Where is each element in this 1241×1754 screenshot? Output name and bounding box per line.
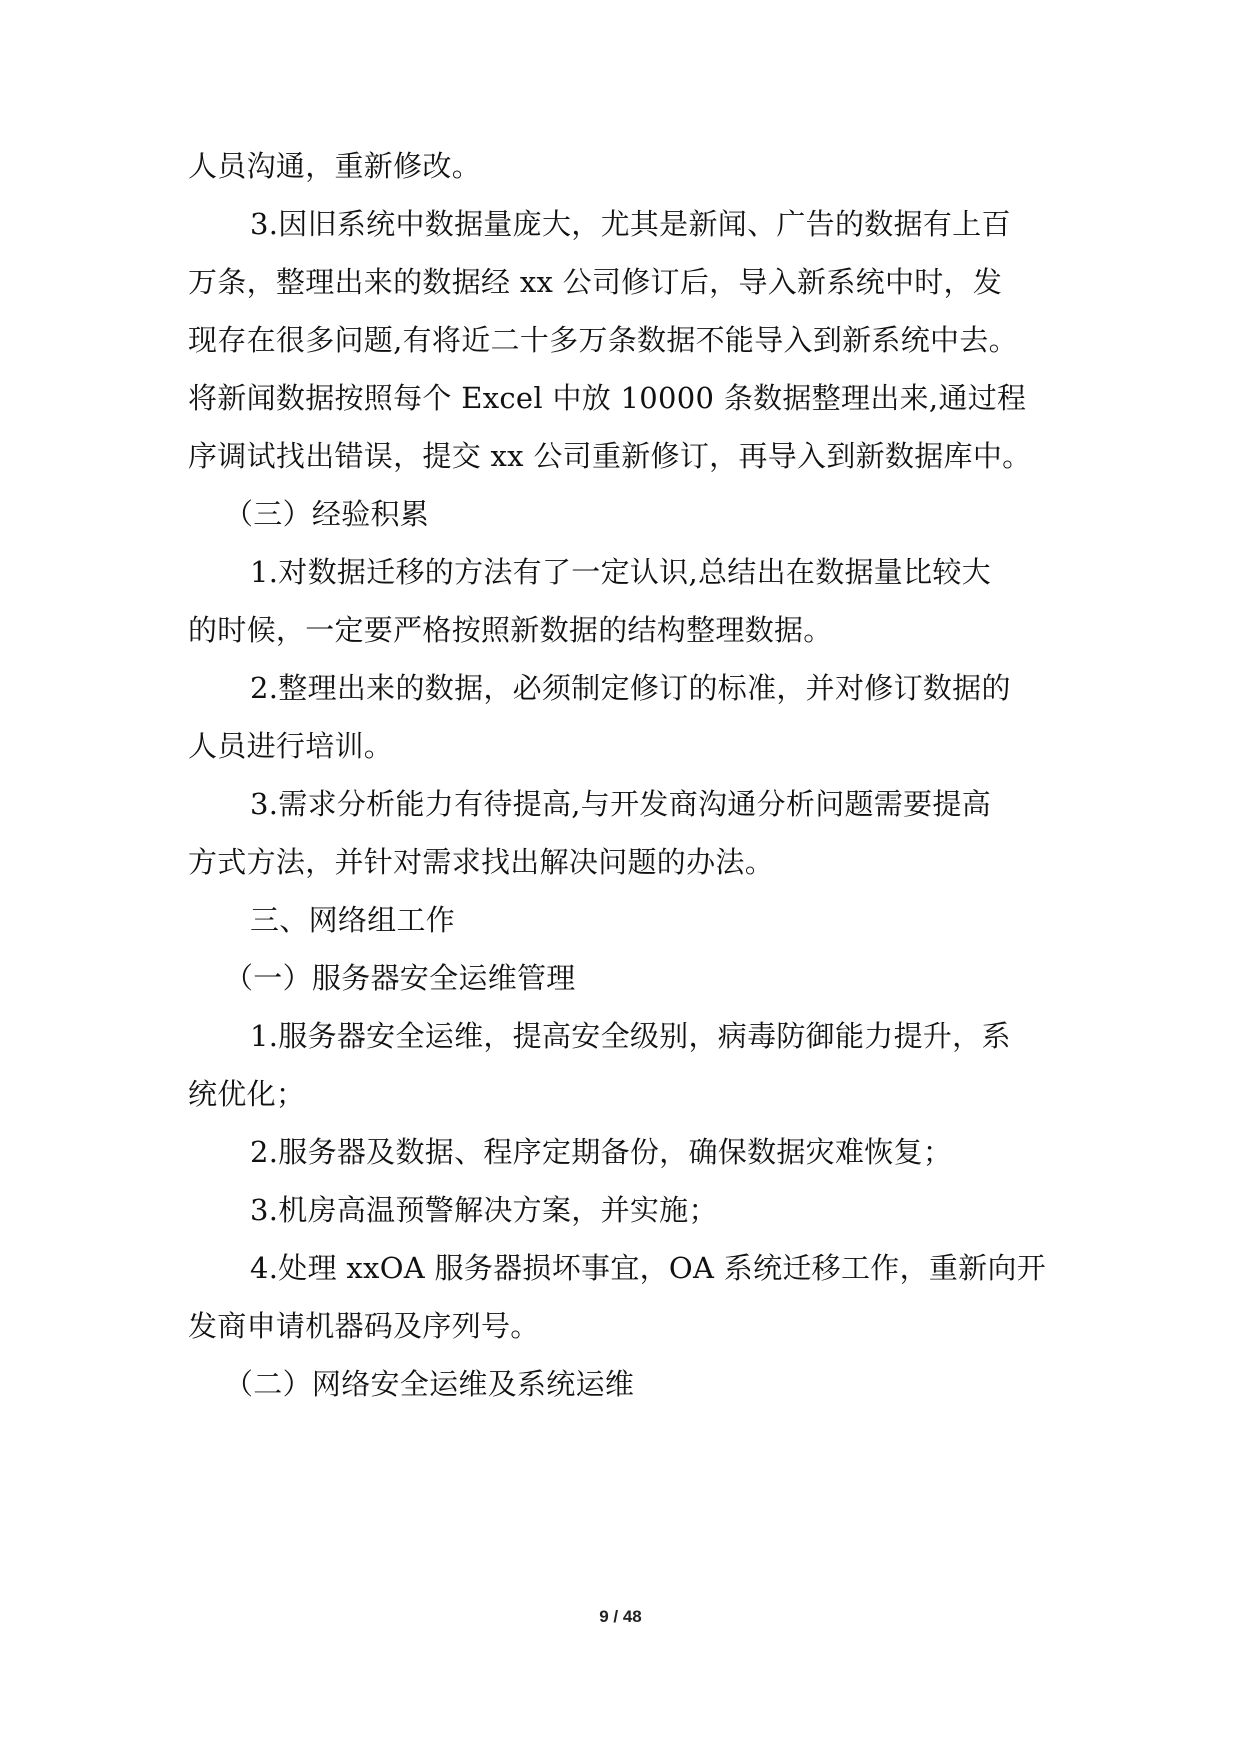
paragraph-line: 方式方法，并针对需求找出解决问题的办法。 — [188, 845, 775, 879]
paragraph-line: 4.处理 xxOA 服务器损坏事宜，OA 系统迁移工作，重新向开 — [250, 1251, 1047, 1285]
section-heading: （三）经验积累 — [224, 497, 430, 531]
paragraph-line: 3.因旧系统中数据量庞大，尤其是新闻、广告的数据有上百 — [250, 207, 1011, 241]
paragraph-line: 2.服务器及数据、程序定期备份，确保数据灾难恢复； — [250, 1135, 953, 1169]
paragraph-line: 1.服务器安全运维，提高安全级别，病毒防御能力提升，系 — [250, 1019, 1011, 1053]
paragraph-line: 现存在很多问题,有将近二十多万条数据不能导入到新系统中去。 — [188, 323, 1018, 357]
paragraph-line: 发商申请机器码及序列号。 — [188, 1309, 540, 1343]
section-heading: （二）网络安全运维及系统运维 — [224, 1367, 635, 1401]
paragraph-line: 2.整理出来的数据，必须制定修订的标准，并对修订数据的 — [250, 671, 1011, 705]
page-number: 9 / 48 — [599, 1607, 642, 1626]
paragraph-line: 万条，整理出来的数据经 xx 公司修订后，导入新系统中时，发 — [188, 265, 1003, 299]
section-heading: （一）服务器安全运维管理 — [224, 961, 576, 995]
section-heading: 三、网络组工作 — [250, 903, 456, 937]
paragraph-line: 人员进行培训。 — [188, 729, 394, 763]
paragraph-line: 将新闻数据按照每个 Excel 中放 10000 条数据整理出来,通过程 — [188, 381, 1027, 415]
paragraph-line: 统优化； — [188, 1077, 306, 1111]
paragraph-line: 3.机房高温预警解决方案，并实施； — [250, 1193, 718, 1227]
paragraph-line: 1.对数据迁移的方法有了一定认识,总结出在数据量比较大 — [250, 555, 991, 589]
paragraph-line: 人员沟通，重新修改。 — [188, 149, 482, 183]
paragraph-line: 序调试找出错误，提交 xx 公司重新修订，再导入到新数据库中。 — [188, 439, 1032, 473]
paragraph-line: 3.需求分析能力有待提高,与开发商沟通分析问题需要提高 — [250, 787, 991, 821]
paragraph-line: 的时候，一定要严格按照新数据的结构整理数据。 — [188, 613, 833, 647]
